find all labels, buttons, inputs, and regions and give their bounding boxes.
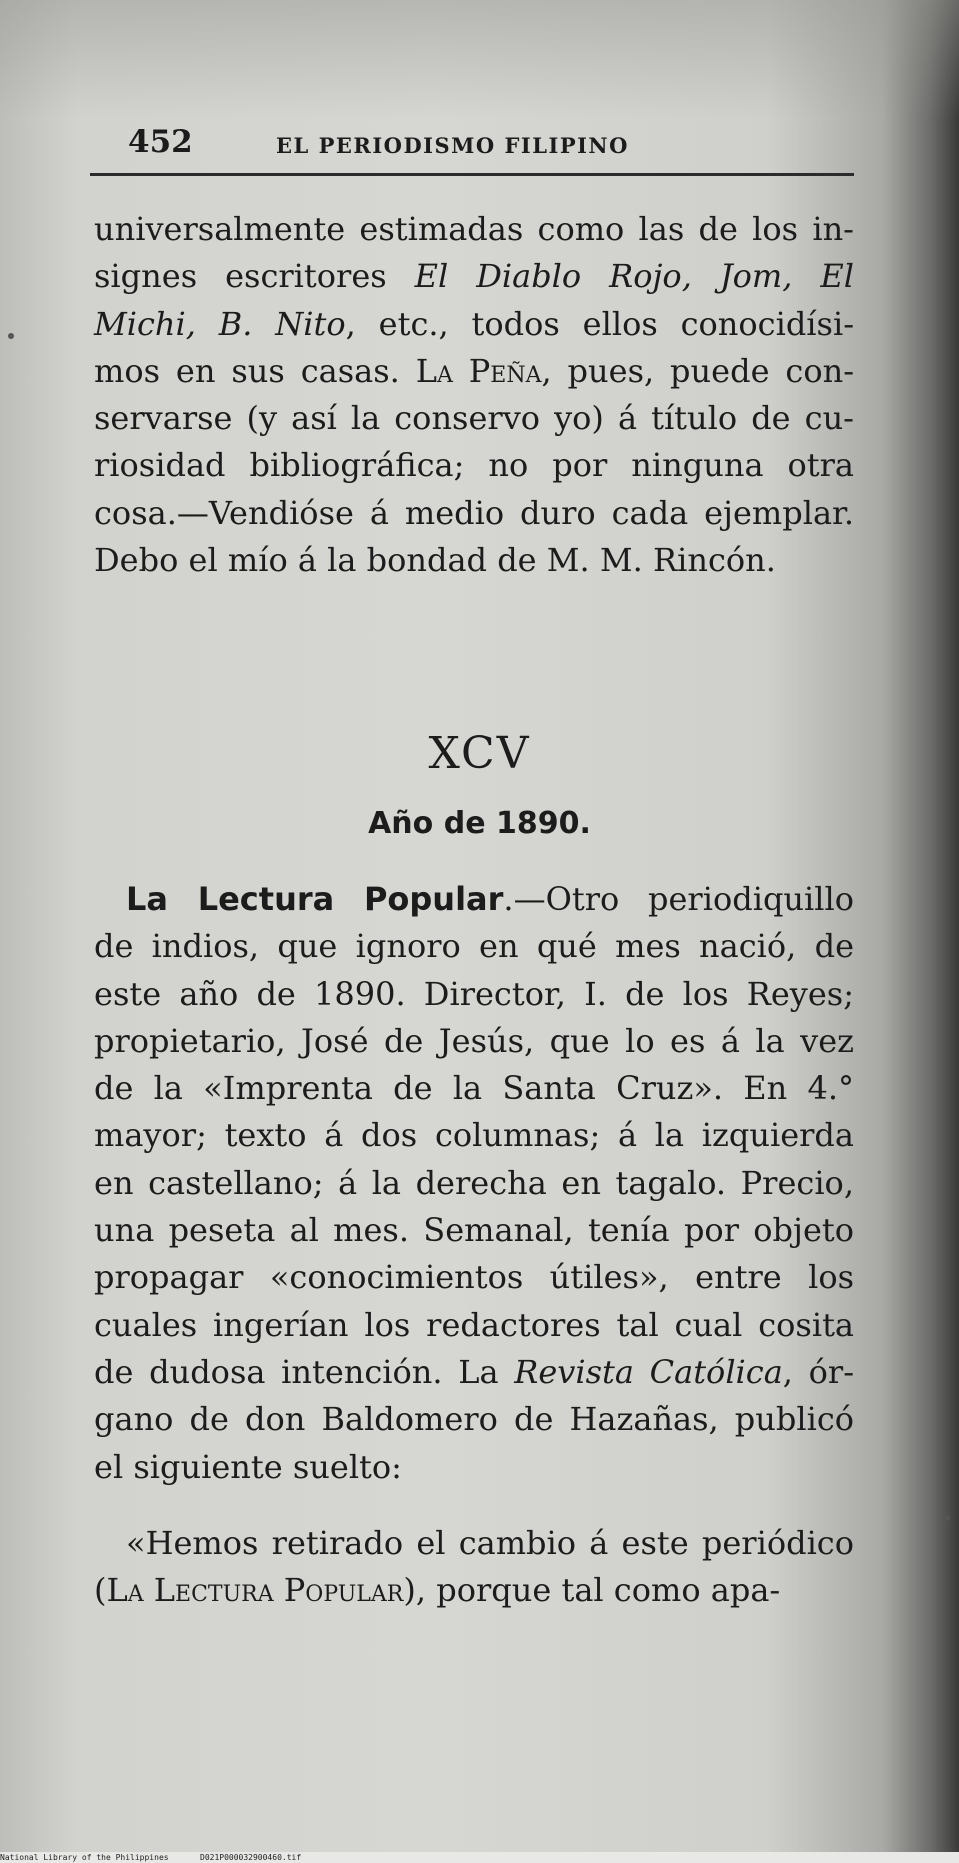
text-line: mayor; texto á dos columnas; á la izquierda	[94, 1116, 854, 1155]
small-caps-title: La Peña	[415, 351, 542, 390]
text-line	[94, 301, 854, 348]
small-caps-title: La Lectura Popular	[106, 1571, 404, 1610]
section-number: XCV	[428, 728, 531, 779]
text-line: universalmente estimadas como las de los in-	[94, 210, 854, 248]
text-line: de la «Imprenta de la Santa Cruz». En 4.°	[94, 1069, 854, 1108]
text-span: .—Otro periodiquillo	[503, 880, 855, 918]
text-span: (	[94, 1571, 107, 1610]
running-title: EL PERIODISMO FILIPINO	[276, 133, 629, 158]
text-span: , etc., todos ellos conocidísi-	[345, 304, 855, 343]
text-line: gano de don Baldomero de Hazañas, publicó	[94, 1400, 854, 1439]
text-span: mos en sus casas.	[94, 351, 416, 390]
text-span: , ór-	[782, 1352, 855, 1391]
text-line: propagar «conocimientos útiles», entre los	[94, 1258, 854, 1297]
section-heading: Año de 1890.	[368, 806, 591, 841]
text-line: servarse (y así la conservo yo) á título de cu-	[94, 399, 854, 438]
text-line: una peseta al mes. Semanal, tenía por objeto	[94, 1211, 854, 1250]
text-line	[94, 1567, 854, 1614]
text-span: , pues, puede con-	[541, 351, 855, 390]
text-line: cosa.—Vendióse á medio duro cada ejemplar.	[94, 493, 854, 532]
text-line: este año de 1890. Director, I. de los Reyes;	[94, 974, 854, 1013]
page-header	[128, 124, 850, 164]
text-line: cuales ingerían los redactores tal cual cosita	[94, 1305, 854, 1344]
scan-speck	[944, 1515, 950, 1521]
text-line: riosidad bibliográfica; no por ninguna otra	[94, 446, 854, 485]
text-line: propietario, José de Jesús, que lo es á la vez	[94, 1021, 854, 1060]
paragraph-lectura-popular	[94, 876, 854, 1491]
scan-speck	[8, 333, 14, 339]
text-line: «Hemos retirado el cambio á este periódico	[126, 1524, 854, 1562]
paragraph-quote	[94, 1520, 854, 1615]
text-line	[94, 876, 854, 923]
header-rule	[90, 173, 854, 176]
text-line	[94, 253, 854, 300]
footer-file-id: D021P000032900460.tif	[200, 1853, 302, 1862]
paragraph-continued	[94, 206, 854, 584]
scan-footer	[0, 1852, 959, 1863]
text-line: en castellano; á la derecha en tagalo. Precio,	[94, 1163, 854, 1202]
text-line	[94, 348, 854, 395]
text-line	[94, 1349, 854, 1396]
italic-title: El Diablo Rojo, Jom, El	[414, 257, 855, 296]
page-number: 452	[128, 124, 193, 160]
footer-library: National Library of the Philippines	[0, 1853, 169, 1862]
italic-title: Revista Católica	[514, 1352, 783, 1391]
text-span: signes escritores	[94, 257, 415, 296]
text-line: de indios, que ignoro en qué mes nació, de	[94, 927, 854, 966]
text-span: de dudosa intención. La	[94, 1352, 515, 1391]
italic-title: Michi, B. Nito	[94, 304, 346, 343]
text-line: Debo el mío á la bondad de M. M. Rincón.	[94, 541, 776, 580]
text-span: ), porque tal como apa-	[403, 1571, 781, 1610]
text-line: el siguiente suelto:	[94, 1447, 402, 1486]
bold-entry-title: La Lectura Popular	[126, 880, 504, 918]
